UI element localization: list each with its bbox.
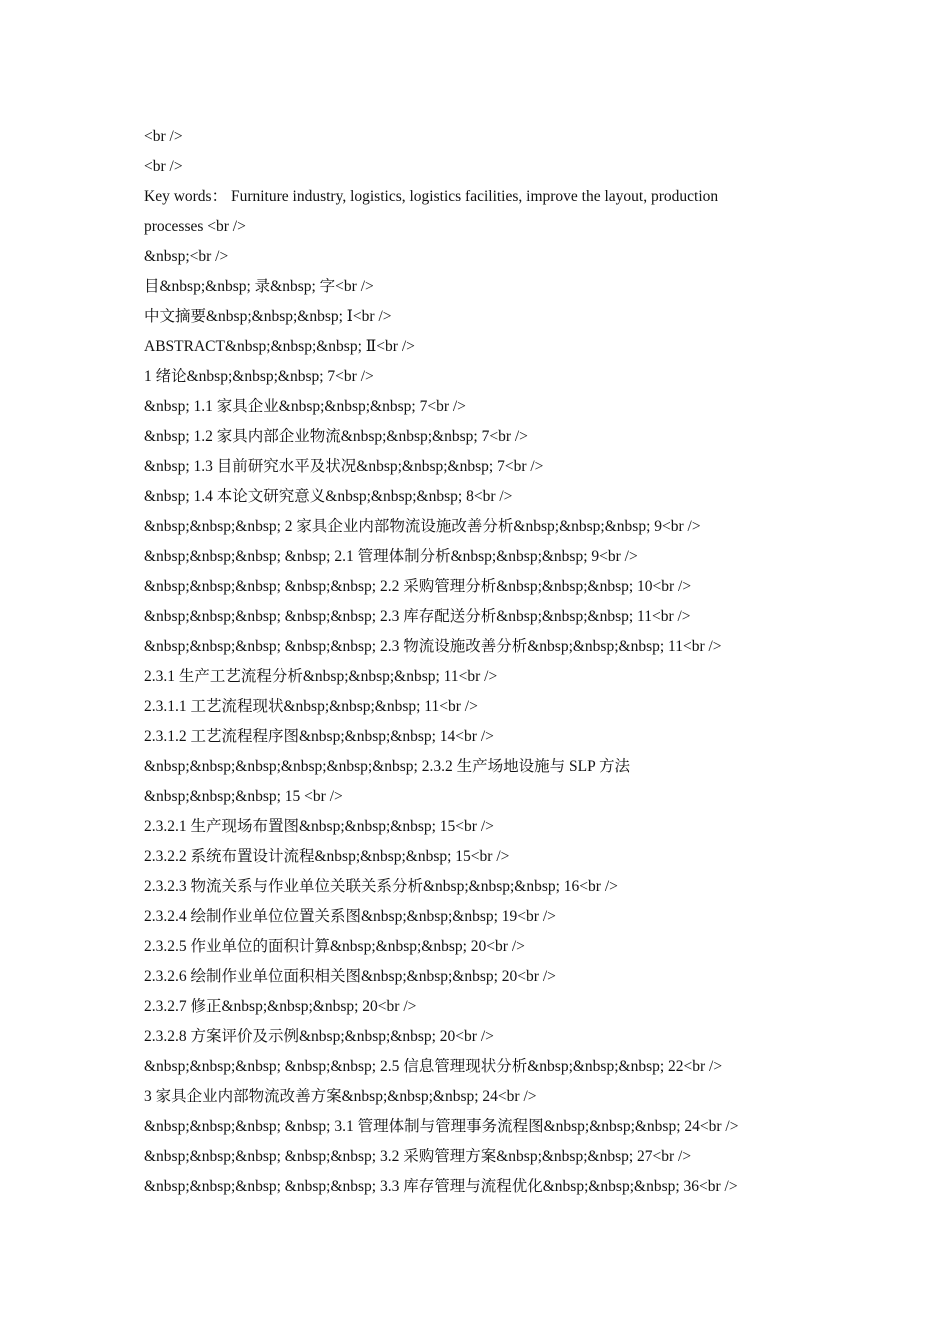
- toc-entry: 2.3.1.1 工艺流程现状&nbsp;&nbsp;&nbsp; 11<br />: [144, 698, 478, 715]
- text-line: &nbsp;<br />: [144, 248, 229, 265]
- toc-entry: 2.3.2.5 作业单位的面积计算&nbsp;&nbsp;&nbsp; 20<br />: [144, 938, 525, 955]
- toc-entry: 中文摘要&nbsp;&nbsp;&nbsp; Ⅰ<br />: [144, 308, 392, 325]
- toc-entry: &nbsp;&nbsp;&nbsp;&nbsp;&nbsp;&nbsp; 2.3.2 生产场地设施与 SLP 方法: [144, 758, 631, 775]
- toc-entry: 2.3.2.2 系统布置设计流程&nbsp;&nbsp;&nbsp; 15<br />: [144, 848, 510, 865]
- toc-entry: &nbsp;&nbsp;&nbsp; &nbsp; 3.1 管理体制与管理事务流程图&nbsp;&nbsp;&nbsp; 24<br />: [144, 1118, 739, 1135]
- toc-entry: &nbsp; 1.3 目前研究水平及状况&nbsp;&nbsp;&nbsp; 7<br />: [144, 458, 544, 475]
- keywords-line-continued: processes <br />: [144, 218, 246, 235]
- toc-entry: 2.3.2.3 物流关系与作业单位关联关系分析&nbsp;&nbsp;&nbsp; 16<br />: [144, 878, 618, 895]
- toc-entry: &nbsp; 1.2 家具内部企业物流&nbsp;&nbsp;&nbsp; 7<br />: [144, 428, 528, 445]
- toc-entry: &nbsp;&nbsp;&nbsp; &nbsp;&nbsp; 2.3 物流设施改善分析&nbsp;&nbsp;&nbsp; 11<br />: [144, 638, 722, 655]
- toc-entry: 2.3.1.2 工艺流程程序图&nbsp;&nbsp;&nbsp; 14<br />: [144, 728, 494, 745]
- toc-entry: &nbsp;&nbsp;&nbsp; &nbsp;&nbsp; 2.5 信息管理现状分析&nbsp;&nbsp;&nbsp; 22<br />: [144, 1058, 723, 1075]
- toc-entry: &nbsp;&nbsp;&nbsp; &nbsp;&nbsp; 2.3 库存配送分析&nbsp;&nbsp;&nbsp; 11<br />: [144, 608, 691, 625]
- toc-entry: &nbsp; 1.1 家具企业&nbsp;&nbsp;&nbsp; 7<br />: [144, 398, 466, 415]
- toc-entry: ABSTRACT&nbsp;&nbsp;&nbsp; Ⅱ<br />: [144, 338, 415, 355]
- toc-entry: 2.3.2.6 绘制作业单位面积相关图&nbsp;&nbsp;&nbsp; 20<br />: [144, 968, 556, 985]
- text-line: <br />: [144, 158, 183, 175]
- toc-entry: 1 绪论&nbsp;&nbsp;&nbsp; 7<br />: [144, 368, 374, 385]
- keywords-line: Key words： Furniture industry, logistics, logistics facilities, improve the layout, production: [144, 188, 719, 205]
- toc-entry: &nbsp;&nbsp;&nbsp; 2 家具企业内部物流设施改善分析&nbsp;&nbsp;&nbsp; 9<br />: [144, 518, 701, 535]
- toc-entry: &nbsp;&nbsp;&nbsp; &nbsp; 2.1 管理体制分析&nbsp;&nbsp;&nbsp; 9<br />: [144, 548, 638, 565]
- text-line: <br />: [144, 128, 183, 145]
- toc-entry: 2.3.1 生产工艺流程分析&nbsp;&nbsp;&nbsp; 11<br />: [144, 668, 498, 685]
- toc-entry: &nbsp;&nbsp;&nbsp; &nbsp;&nbsp; 3.3 库存管理与流程优化&nbsp;&nbsp;&nbsp; 36<br />: [144, 1178, 738, 1195]
- toc-entry: 2.3.2.7 修正&nbsp;&nbsp;&nbsp; 20<br />: [144, 998, 417, 1015]
- toc-heading: 目&nbsp;&nbsp; 录&nbsp; 字<br />: [144, 278, 374, 295]
- document-body: [144, 122, 794, 1202]
- toc-entry: 2.3.2.4 绘制作业单位位置关系图&nbsp;&nbsp;&nbsp; 19<br />: [144, 908, 556, 925]
- toc-entry: 2.3.2.1 生产现场布置图&nbsp;&nbsp;&nbsp; 15<br />: [144, 818, 494, 835]
- toc-entry: &nbsp; 1.4 本论文研究意义&nbsp;&nbsp;&nbsp; 8<br />: [144, 488, 513, 505]
- toc-entry: 3 家具企业内部物流改善方案&nbsp;&nbsp;&nbsp; 24<br />: [144, 1088, 537, 1105]
- toc-entry-continued: &nbsp;&nbsp;&nbsp; 15 <br />: [144, 788, 343, 805]
- toc-entry: &nbsp;&nbsp;&nbsp; &nbsp;&nbsp; 2.2 采购管理分析&nbsp;&nbsp;&nbsp; 10<br />: [144, 578, 692, 595]
- toc-entry: 2.3.2.8 方案评价及示例&nbsp;&nbsp;&nbsp; 20<br />: [144, 1028, 494, 1045]
- toc-entry: &nbsp;&nbsp;&nbsp; &nbsp;&nbsp; 3.2 采购管理方案&nbsp;&nbsp;&nbsp; 27<br />: [144, 1148, 692, 1165]
